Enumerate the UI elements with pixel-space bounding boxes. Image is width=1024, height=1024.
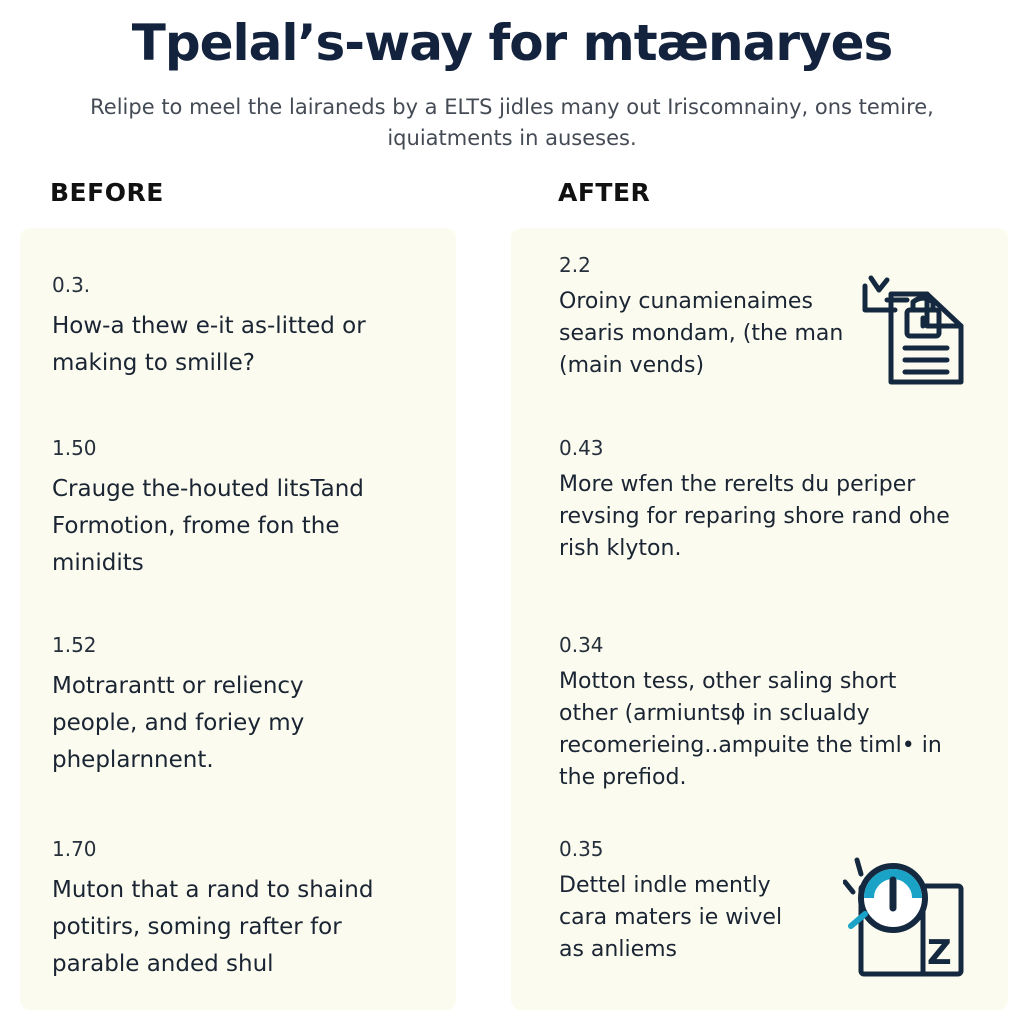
before-item-number: 1.70 — [52, 837, 97, 861]
after-item — [559, 632, 959, 794]
before-item-number: 1.52 — [52, 633, 97, 657]
page-subtitle: Relipe to meel the lairaneds by a ELTS jidles many out Iriscomnainy, ons temire, iquiatments in auseses. — [90, 95, 934, 150]
before-item-text: Muton that a rand to shaind potitirs, soming rafter for parable anded shul — [52, 877, 374, 977]
after-item-number: 0.35 — [559, 837, 604, 861]
after-item-text: Dettel indle mently cara maters ie wivel as anliems — [559, 873, 783, 962]
after-item — [559, 252, 859, 382]
after-item-text: More wfen the rerelts du periper revsing for reparing shore rand ohe rish klyton. — [559, 472, 950, 561]
before-item-number: 0.3. — [52, 273, 91, 297]
before-item — [52, 435, 432, 582]
before-item-text: How-a thew e-it as-litted or making to smille? — [52, 313, 366, 376]
before-item — [52, 836, 422, 983]
before-item — [52, 632, 352, 779]
after-heading: AFTER — [558, 178, 651, 207]
clock-document-icon — [843, 856, 969, 980]
before-panel — [20, 228, 456, 1010]
after-item-text: Motton tess, other saling short other (armiuntsɸ in sclualdy recomerieing..ampuite the timl• in the prefiod. — [559, 669, 942, 790]
before-item-number: 1.50 — [52, 436, 97, 460]
after-item-number: 2.2 — [559, 253, 591, 277]
page-title: Tpelal’s-way for mtænaryes — [131, 14, 893, 72]
before-item-text: Motrarantt or reliency people, and foriey my pheplarnnent. — [52, 673, 305, 773]
after-item-number: 0.43 — [559, 436, 604, 460]
after-item-number: 0.34 — [559, 633, 604, 657]
before-heading: BEFORE — [50, 178, 164, 207]
glyph-z: Z — [927, 933, 952, 973]
before-item — [52, 272, 432, 382]
after-item — [559, 836, 809, 966]
after-item — [559, 435, 979, 565]
document-lock-icon — [857, 268, 967, 386]
before-item-text: Crauge the-houted litsTand Formotion, frome fon the minidits — [52, 476, 364, 576]
after-panel — [511, 228, 1008, 1010]
after-item-text: Oroiny cunamienaimes searis mondam, (the man (main vends) — [559, 289, 844, 378]
